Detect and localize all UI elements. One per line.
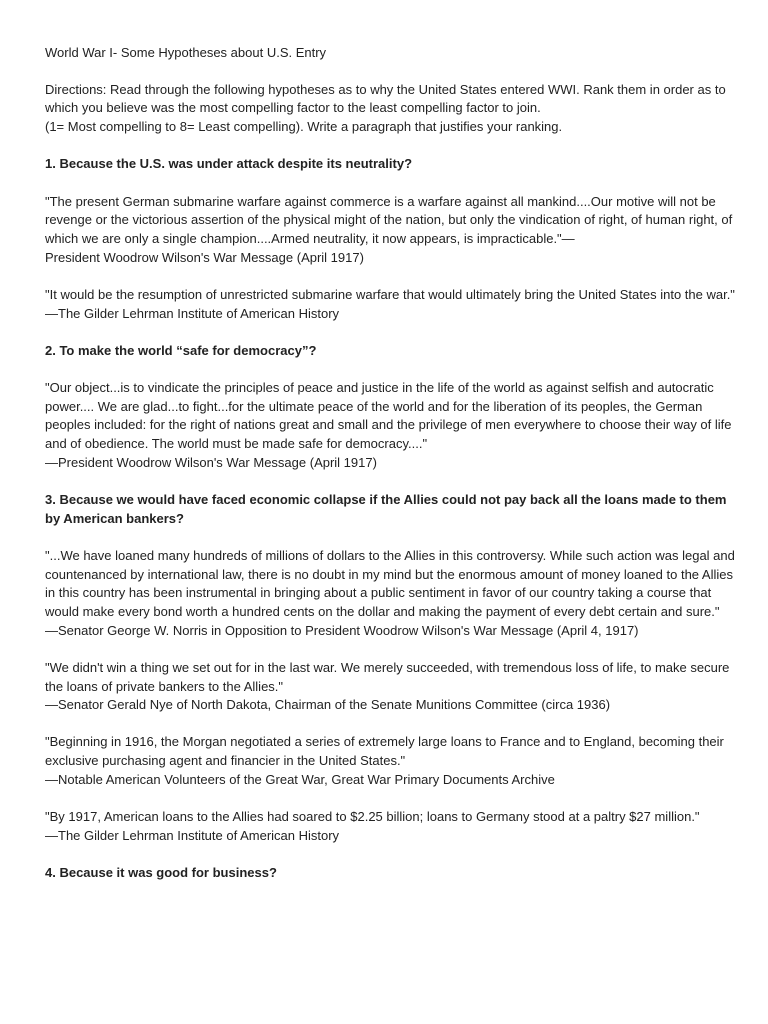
document-title: World War I- Some Hypotheses about U.S. Entry bbox=[45, 45, 327, 60]
quote-source: —Senator George W. Norris in Opposition to President Woodrow Wilson's War Message (April 4, 1917) bbox=[45, 622, 639, 638]
quote-source: —Senator Gerald Nye of North Dakota, Chairman of the Senate Munitions Committee (circa 1936) bbox=[45, 697, 611, 713]
hypothesis-4-question: 4. Because it was good for business? bbox=[45, 865, 277, 880]
hypothesis-1-quote-2 bbox=[45, 286, 735, 323]
quote-source: —President Woodrow Wilson's War Message (April 1917) bbox=[45, 454, 377, 470]
directions-line-1: Directions: Read through the following hypotheses as to why the United States entered WWI. Rank them in order as to which you believe was the most compelling factor to the least compelling factor to join. bbox=[45, 81, 726, 116]
quote-text: "By 1917, American loans to the Allies had soared to $2.25 billion; loans to Germany stood at a paltry $27 million." bbox=[45, 809, 700, 825]
directions-line-2: (1= Most compelling to 8= Least compelling). Write a paragraph that justifies your ranking. bbox=[45, 119, 563, 135]
quote-text: "Beginning in 1916, the Morgan negotiated a series of extremely large loans to France and to England, becoming their exclusive purchasing agent and financier in the United States." bbox=[45, 734, 724, 769]
hypothesis-3-quote-2 bbox=[45, 659, 735, 715]
quote-source: —The Gilder Lehrman Institute of American History bbox=[45, 305, 340, 321]
quote-text: "The present German submarine warfare against commerce is a warfare against all mankind....Our motive will not be revenge or the victorious assertion of the physical might of the nation, but only the vindication of right, of human right, of which we are only a single champion....Armed neutrality, it now appears, is impracticable."— bbox=[45, 193, 733, 246]
hypothesis-3-quote-4 bbox=[45, 808, 735, 845]
quote-source: President Woodrow Wilson's War Message (April 1917) bbox=[45, 249, 364, 265]
hypothesis-3-quote-3 bbox=[45, 733, 735, 789]
hypothesis-3-quote-1 bbox=[45, 547, 735, 641]
quote-text: "It would be the resumption of unrestricted submarine warfare that would ultimately bring the United States into the war." bbox=[45, 286, 735, 302]
hypothesis-2-question: 2. To make the world “safe for democracy”? bbox=[45, 342, 317, 358]
hypothesis-1-quote-1 bbox=[45, 193, 735, 268]
quote-text: "Our object...is to vindicate the principles of peace and justice in the life of the world as against selfish and autocratic power.... We are glad...to fight...for the ultimate peace of the world and for the liberation of its peoples, the German peoples included: for the right of nations great and small and the privilege of men everywhere to choose their way of life and of obedience. The world must be made safe for democracy...." bbox=[45, 379, 732, 452]
hypothesis-3-question: 3. Because we would have faced economic collapse if the Allies could not pay back all the loans made to them by American bankers? bbox=[45, 491, 727, 526]
directions-text bbox=[45, 81, 735, 137]
quote-text: "We didn't win a thing we set out for in the last war. We merely succeeded, with tremendous loss of life, to make secure the loans of private bankers to the Allies." bbox=[45, 659, 730, 694]
hypothesis-2-quote-1 bbox=[45, 379, 735, 473]
quote-source: —Notable American Volunteers of the Great War, Great War Primary Documents Archive bbox=[45, 771, 555, 787]
quote-text: "...We have loaned many hundreds of millions of dollars to the Allies in this controversy. While such action was legal and countenanced by international law, there is no doubt in my mind but the enormous amount of money loaned to the Allies in this country has been instrumental in bringing about a public sentiment in favor of our country taking a course that would make every bond worth a hundred cents on the dollar and making the payment of every debt certain and sure." bbox=[45, 547, 735, 619]
document-page bbox=[45, 44, 735, 901]
quote-source: —The Gilder Lehrman Institute of American History bbox=[45, 827, 340, 843]
hypothesis-1-question: 1. Because the U.S. was under attack despite its neutrality? bbox=[45, 156, 413, 172]
